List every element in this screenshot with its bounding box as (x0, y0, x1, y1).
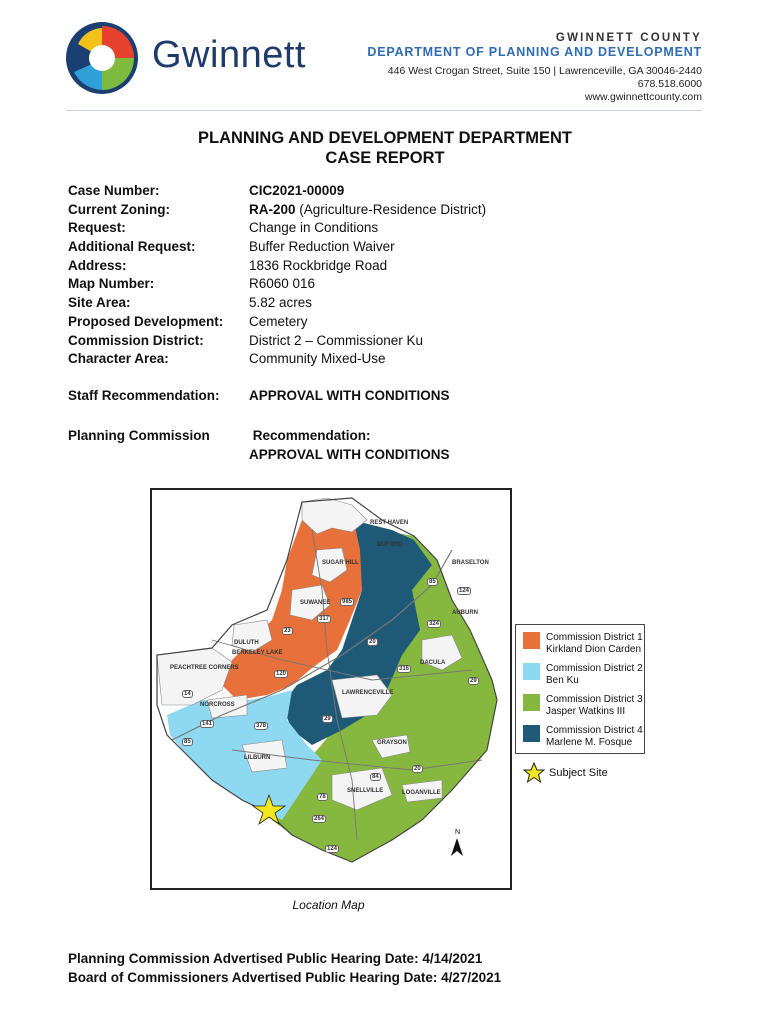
case-value: Buffer Reduction Waiver (249, 239, 395, 255)
place-label: LILBURN (244, 755, 271, 761)
place-label: BRASELTON (452, 560, 489, 566)
legend-district: Commission District 3 (546, 694, 643, 705)
subject-star-icon (523, 762, 545, 784)
case-row (68, 294, 486, 313)
gwinnett-logo-icon (66, 22, 138, 94)
road-shield: 316 (399, 666, 410, 672)
case-row (68, 219, 486, 238)
city-area (157, 648, 232, 705)
report-title: PLANNING AND DEVELOPMENT DEPARTMENT CASE REPORT (197, 129, 572, 167)
legend-item (523, 663, 643, 687)
case-label: Address: (68, 257, 127, 273)
case-value: R6060 016 (249, 276, 316, 292)
place-label: SUWANEE (300, 600, 331, 606)
legend-commissioner: Marlene M. Fosque (546, 737, 633, 748)
road-shield: 29 (324, 716, 331, 722)
place-label: AUBURN (452, 610, 478, 616)
case-label: Proposed Development: (68, 313, 224, 329)
legend-item (523, 694, 643, 718)
road-shield: 23 (284, 628, 291, 634)
road-shield: 120 (276, 671, 287, 677)
case-row (68, 257, 486, 276)
case-value: RA-200 (Agriculture-Residence District) (249, 201, 487, 217)
legend-district: Commission District 2 (546, 663, 643, 674)
place-label: LOGANVILLE (402, 790, 441, 796)
legend-swatch (523, 632, 540, 649)
legend-commissioner: Ben Ku (546, 675, 579, 686)
place-label: SUGAR HILL (322, 560, 359, 566)
staff-recommendation: Staff Recommendation: APPROVAL WITH CONDITIONS (68, 388, 450, 403)
road-shield: 124 (327, 846, 338, 852)
case-value: Cemetery (249, 313, 308, 329)
road-shield: 14 (184, 691, 191, 697)
road-shield: 78 (319, 794, 326, 800)
road-shield: 124 (459, 588, 470, 594)
phone: 678.518.6000 (637, 78, 702, 90)
county-district-map (152, 490, 510, 888)
legend-district: Commission District 1 (546, 632, 643, 643)
case-row (68, 313, 486, 332)
department-name: DEPARTMENT OF PLANNING AND DEVELOPMENT (367, 45, 702, 59)
place-label: GRAYSON (377, 740, 407, 746)
map-legend (515, 624, 645, 754)
road-shield: 20 (369, 639, 376, 645)
road-shield: 324 (429, 621, 440, 627)
boc-hearing-date: Board of Commissioners Advertised Public Hearing Date: 4/27/2021 (68, 970, 502, 985)
legend-item (523, 632, 643, 656)
header-divider (66, 110, 702, 111)
case-row (68, 350, 486, 369)
place-label: DACULA (420, 660, 446, 666)
case-row (68, 275, 486, 294)
place-label: SNELLVILLE (347, 788, 384, 794)
place-label: REST HAVEN (370, 520, 409, 526)
case-value: Community Mixed-Use (249, 351, 386, 367)
legend-swatch (523, 663, 540, 680)
place-label: BERKELEY LAKE (232, 650, 283, 656)
subject-site-label: Subject Site (549, 767, 608, 779)
case-value: Change in Conditions (249, 220, 379, 236)
place-label: NORCROSS (200, 702, 235, 708)
location-map (150, 488, 512, 890)
case-row (68, 182, 486, 201)
case-label: Additional Request: (68, 239, 196, 255)
legend-swatch (523, 725, 540, 742)
road-shield: 29 (470, 678, 477, 684)
legend-district: Commission District 4 (546, 725, 643, 736)
case-value: 5.82 acres (249, 295, 313, 311)
department-block (367, 32, 702, 103)
place-label: LAWRENCEVILLE (342, 690, 394, 696)
subject-site-legend (523, 762, 608, 784)
legend-item (523, 725, 643, 749)
place-label: PEACHTREE CORNERS (170, 665, 239, 671)
road-shield: 84 (372, 774, 379, 780)
address: 446 West Crogan Street, Suite 150 | Lawrenceville, GA 30046-2440 (387, 65, 702, 77)
place-label: BUFORD (377, 542, 403, 548)
map-caption: Location Map (292, 898, 365, 912)
road-shield: 141 (202, 721, 213, 727)
road-shield: 378 (256, 723, 267, 729)
road-shield: 317 (319, 616, 330, 622)
case-label: Request: (68, 220, 126, 236)
road-shield: 85 (429, 579, 436, 585)
place-label: DULUTH (234, 640, 259, 646)
legend-commissioner: Kirkland Dion Carden (546, 644, 642, 655)
north-label: N (455, 829, 461, 836)
case-label: Current Zoning: (68, 201, 170, 217)
road-shield: 985 (342, 599, 353, 605)
case-value: 1836 Rockbridge Road (249, 257, 388, 273)
road-shield: 264 (314, 816, 325, 822)
case-info-table (68, 182, 486, 369)
case-row (68, 332, 486, 351)
case-value: CIC2021-00009 (249, 183, 345, 198)
website: www.gwinnettcounty.com (584, 91, 702, 103)
pc-hearing-date: Planning Commission Advertised Public Hearing Date: 4/14/2021 (68, 951, 483, 966)
road-shield: 85 (184, 739, 191, 745)
case-label: Commission District: (68, 332, 204, 348)
case-row (68, 238, 486, 257)
legend-commissioner: Jasper Watkins III (546, 706, 626, 717)
legend-swatch (523, 694, 540, 711)
case-label: Character Area: (68, 351, 169, 367)
case-row (68, 201, 486, 220)
case-label: Case Number: (68, 183, 160, 198)
logo-wordmark: Gwinnett (152, 34, 306, 76)
case-label: Site Area: (68, 295, 131, 311)
case-value: District 2 – Commissioner Ku (249, 332, 424, 348)
case-label: Map Number: (68, 276, 155, 292)
county-name: GWINNETT COUNTY (555, 32, 702, 44)
pc-recommendation: Planning Commission Recommendation: APPROVAL WITH CONDITIONS (68, 428, 450, 462)
hearing-dates (68, 949, 501, 987)
road-shield: 20 (414, 766, 421, 772)
north-arrow-icon (451, 838, 463, 856)
